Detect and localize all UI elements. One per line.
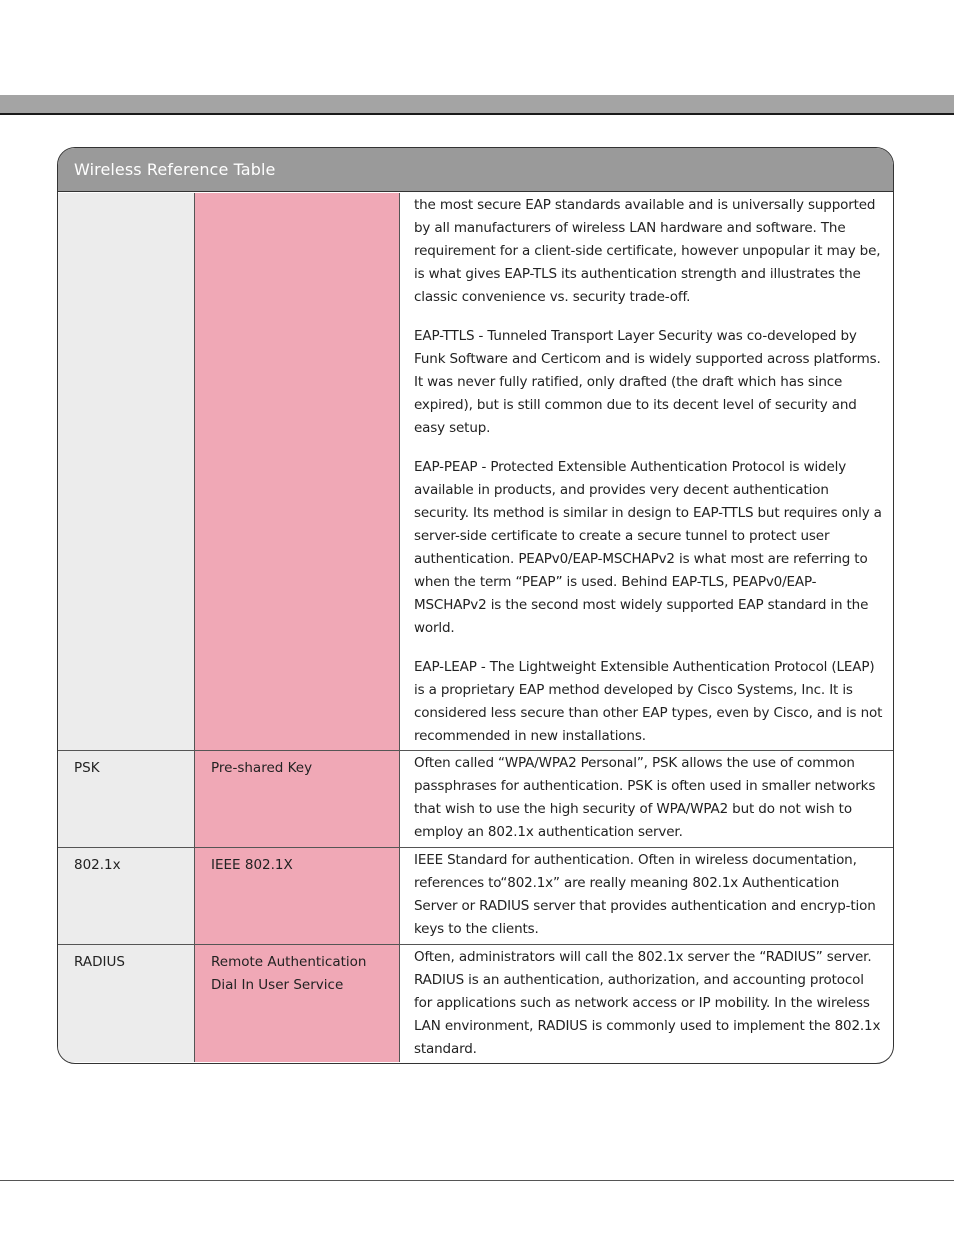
table-header [58, 148, 893, 192]
description-paragraph: the most secure EAP standards available and is universally supported by all manufacturers of wireless LAN hardware and software. The requirement for a client-side certificate, however unpopular it may be, is what gives EAP-TLS its authentication strength and illustrates the classic convenience vs. security trade-off. [414, 197, 881, 305]
description-cell [400, 193, 893, 750]
name-cell: Remote Authentication Dial In User Service [195, 945, 400, 1062]
description-cell [400, 751, 893, 847]
table-body [58, 193, 893, 1063]
description-paragraph: Often called “WPA/WPA2 Personal”, PSK allows the use of common passphrases for authentication. PSK is often used in smaller networks that wish to use the high security of WPA/WPA2 but do not wish to employ an 802.1x authentication server. [414, 755, 876, 840]
description-paragraph: EAP-TTLS - Tunneled Transport Layer Security was co-developed by Funk Software and Certicom and is widely supported across platforms. It was never fully ratified, only drafted (the draft which has since expired), but is still common due to its decent level of security and easy setup. [414, 328, 881, 436]
term-cell [58, 193, 195, 750]
description-paragraph: Often, administrators will call the 802.1x server the “RADIUS” server. RADIUS is an authentication, authorization, and accounting protocol for applications such as network access or IP mobility. In the wireless LAN environment, RADIUS is commonly used to implement the 802.1x standard. [414, 949, 881, 1057]
description-paragraph: EAP-LEAP - The Lightweight Extensible Authentication Protocol (LEAP) is a proprietary EAP method developed by Cisco Systems, Inc. It is considered less secure than other EAP types, even by Cisco, and is not recommended in new installations. [414, 659, 883, 744]
description-paragraph: IEEE Standard for authentication. Often in wireless documentation, references to“802.1x” are really meaning 802.1x Authentication Server or RADIUS server that provides authentication and encryp-tion keys to the clients. [414, 852, 876, 937]
footer-rule [0, 1180, 954, 1181]
description-cell [400, 945, 893, 1062]
table-row-radius [58, 945, 893, 1062]
table-title: Wireless Reference Table [74, 160, 276, 179]
wireless-reference-table [57, 147, 894, 1064]
table-row-8021x [58, 848, 893, 945]
table-row-psk [58, 751, 893, 848]
term-cell: 802.1x [58, 848, 195, 944]
term-cell: PSK [58, 751, 195, 847]
header-bar [0, 95, 954, 115]
description-paragraph: EAP-PEAP - Protected Extensible Authentication Protocol is widely available in products, and provides very decent authentication security. Its method is similar in design to EAP-TTLS but requires only a server-side certificate to create a secure tunnel to protect user authentication. PEAPv0/EAP-MSCHAPv2 is what most are referring to when the term “PEAP” is used. Behind EAP-TLS, PEAPv0/EAP-MSCHAPv2 is the second most widely supported EAP standard in the world. [414, 459, 882, 636]
description-cell [400, 848, 893, 944]
term-cell: RADIUS [58, 945, 195, 1062]
name-cell [195, 193, 400, 750]
name-cell: Pre-shared Key [195, 751, 400, 847]
name-cell: IEEE 802.1X [195, 848, 400, 944]
table-row-eap-continued [58, 193, 893, 751]
